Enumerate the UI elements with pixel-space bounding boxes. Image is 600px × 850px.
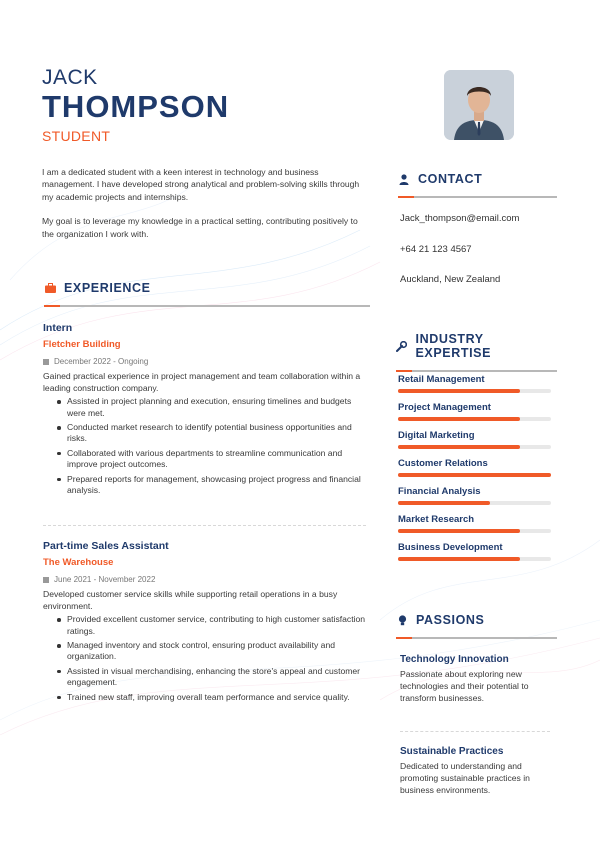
contact-heading [398, 172, 557, 186]
job-entry [43, 322, 370, 499]
skill-item [398, 486, 551, 514]
skill-label: Retail Management [398, 374, 485, 385]
passions-rule [396, 637, 557, 639]
job-title: Intern [43, 322, 73, 334]
contact-rule [398, 196, 557, 198]
skill-bar-fill [398, 529, 520, 533]
passion-description: Passionate about exploring new technologies and their potential to transform businesses. [400, 669, 529, 703]
last-name: THOMPSON [42, 89, 230, 124]
profile-photo [444, 70, 514, 140]
skill-bar-fill [398, 417, 520, 421]
role-title: STUDENT [42, 128, 111, 144]
summary-paragraph: My goal is to leverage my knowledge in a practical setting, contributing positively to the organization I work with. [42, 216, 358, 239]
contact-title: CONTACT [418, 172, 483, 186]
job-entry [43, 540, 370, 706]
skill-label: Business Development [398, 542, 503, 553]
skill-label: Market Research [398, 514, 475, 525]
job-bullet: Managed inventory and stock control, ensuring product availability and organization. [57, 640, 370, 663]
skill-bar [398, 389, 551, 393]
skill-bar [398, 417, 551, 421]
job-title: Part-time Sales Assistant [43, 540, 169, 552]
experience-rule [44, 305, 370, 307]
experience-section [44, 281, 370, 307]
expertise-title: INDUSTRY EXPERTISE [415, 332, 492, 360]
job-dates-text: June 2021 - November 2022 [54, 575, 156, 584]
passion-divider [400, 731, 550, 732]
contact-email[interactable]: Jack_thompson@email.com [400, 213, 520, 224]
skills-list [398, 374, 551, 570]
job-divider [43, 525, 366, 526]
skill-label: Financial Analysis [398, 486, 481, 497]
skill-label: Digital Marketing [398, 430, 475, 441]
skill-item [398, 402, 551, 430]
passion-title: Sustainable Practices [400, 746, 504, 757]
passion-title: Technology Innovation [400, 654, 509, 665]
skill-bar-fill [398, 445, 520, 449]
calendar-icon [43, 577, 49, 583]
skill-bar [398, 445, 551, 449]
experience-title: EXPERIENCE [64, 281, 151, 295]
skill-bar [398, 529, 551, 533]
passions-title: PASSIONS [416, 613, 485, 627]
passion-description: Dedicated to understanding and promoting sustainable practices in business environments. [400, 761, 530, 795]
job-bullet: Conducted market research to identify potential business opportunities and risks. [57, 422, 370, 445]
job-company: Fletcher Building [43, 339, 121, 350]
expertise-section [396, 332, 557, 372]
skill-bar [398, 501, 551, 505]
job-bullet: Provided excellent customer service, contributing to high customer satisfaction ratings. [57, 614, 370, 637]
expertise-rule [396, 370, 557, 372]
calendar-icon [43, 359, 49, 365]
summary-paragraph: I am a dedicated student with a keen interest in technology and business management. I have developed strong analytical and problem-solving skills through my academic projects and internships. [42, 167, 360, 202]
skill-item [398, 458, 551, 486]
passion-item [400, 746, 552, 796]
profile-photo-image [444, 70, 514, 140]
passion-item [400, 654, 552, 704]
job-bullets [43, 396, 370, 496]
skill-item [398, 430, 551, 458]
summary [42, 166, 370, 252]
job-bullets [43, 614, 370, 703]
job-dates-text: December 2022 - Ongoing [54, 357, 149, 366]
job-bullet: Assisted in visual merchandising, enhancing the store's appeal and customer engagement. [57, 666, 370, 689]
job-company: The Warehouse [43, 557, 114, 568]
skill-item [398, 374, 551, 402]
job-bullet: Prepared reports for management, showcasing project progress and financial analysis. [57, 474, 370, 497]
skill-bar-fill [398, 389, 520, 393]
contact-section [398, 172, 557, 198]
job-dates [43, 575, 370, 584]
skill-bar-fill [398, 473, 551, 477]
contact-phone[interactable]: +64 21 123 4567 [400, 244, 472, 255]
skill-item [398, 514, 551, 542]
skill-bar [398, 557, 551, 561]
skill-bar-fill [398, 557, 520, 561]
expertise-heading [396, 332, 557, 360]
contact-location: Auckland, New Zealand [400, 274, 501, 285]
first-name: JACK [42, 66, 98, 89]
briefcase-icon [44, 282, 56, 294]
skill-item [398, 542, 551, 570]
person-icon [398, 173, 410, 185]
job-bullet: Trained new staff, improving overall team performance and service quality. [57, 692, 370, 703]
job-bullet: Assisted in project planning and execution, ensuring timelines and budgets were met. [57, 396, 370, 419]
skill-bar-fill [398, 501, 490, 505]
passions-section [396, 613, 557, 639]
experience-heading [44, 281, 370, 295]
job-bullet: Collaborated with various departments to streamline communication and improve project outcomes. [57, 448, 370, 471]
wrench-icon [396, 340, 408, 352]
skill-label: Project Management [398, 402, 491, 413]
skill-bar [398, 473, 551, 477]
passions-heading [396, 613, 557, 627]
lightbulb-icon [396, 614, 408, 626]
job-description: Gained practical experience in project management and team collaboration within a leading construction company. [43, 371, 361, 393]
skill-label: Customer Relations [398, 458, 488, 469]
job-description: Developed customer service skills while supporting retail operations in a busy environment. [43, 589, 338, 611]
job-dates [43, 357, 370, 366]
